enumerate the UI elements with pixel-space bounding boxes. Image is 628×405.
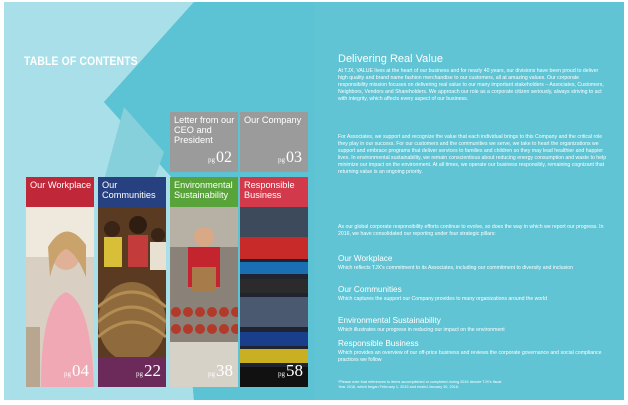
page-number: pg38	[208, 361, 233, 380]
communities-photo	[98, 207, 166, 387]
section-header: Our Communities	[98, 177, 166, 207]
pillar-description: Which illustrates our progress in reducing our impact on the environment	[338, 327, 505, 333]
page-number: pg02	[208, 149, 232, 166]
pillar-description: Which captures the support our Company provides to many organizations around the world	[338, 296, 548, 302]
page-number: pg03	[278, 149, 302, 166]
paragraph-2: For Associates, we support and recognize the value that each individual brings to this Company and the critical role they play in our success. For our customers and the communities we serve, we take to heart the organizations we support and embrace programs that deliver services to families and children so they may lead healthier and happier lives. In environmental sustainability, we remain conscientious about reducing energy consumption and waste to help minimize our impact on the environment. At all times, we operate our business responsibly, remaining cognizant that returning value is an ongoing priority.	[338, 134, 607, 176]
toc-entry-responsible-business[interactable]	[240, 177, 308, 387]
page-number: pg04	[64, 361, 89, 380]
toc-entry-communities[interactable]	[98, 177, 166, 387]
section-header: Our Workplace	[26, 177, 94, 207]
pillar-title: Our Workplace	[338, 254, 393, 263]
toc-entry-label: Our Company	[244, 115, 302, 125]
intro-page	[314, 2, 624, 400]
section-header: Responsible Business	[240, 177, 308, 207]
table-of-contents-title: TABLE OF CONTENTS	[24, 56, 138, 68]
page-number: pg58	[278, 361, 303, 380]
toc-entry-workplace[interactable]	[26, 177, 94, 387]
workplace-photo	[26, 207, 94, 387]
pillar-description: Which provides an overview of our off-price business and reviews the corporate governance and social compliance practices we follow	[338, 350, 602, 364]
toc-entry-environmental-sustainability[interactable]	[170, 177, 238, 387]
contents-page	[4, 2, 314, 400]
pillar-title: Our Communities	[338, 285, 402, 294]
paragraph-1: At TJX, VALUE lives at the heart of our business and for nearly 40 years, our divisions have been proud to deliver high quality and brand name fashion merchandise to our customers, all at amazing values. Our corporate responsibility mission focuses on delivering real value to our many important stakeholders – Associates, Customers, Neighbors, Vendors and Shareholders. We approach our role as a corporate citizen seriously, always striving to act with integrity, which affects every aspect of our business.	[338, 68, 604, 103]
pillar-title: Environmental Sustainability	[338, 316, 441, 325]
toc-entry-letter[interactable]	[170, 112, 238, 172]
footnote: *Please note that references to items accomplished or completed during 2016 denote TJX's fiscal Year 2016, which began February 1, 2015 and ended January 30, 2016.	[338, 380, 502, 389]
page-heading: Delivering Real Value	[338, 53, 443, 65]
toc-entry-company[interactable]	[240, 112, 308, 172]
paragraph-3: As our global corporate responsibility efforts continue to evolve, so does the way in which we report our progress. In 2016, we have consolidated our reporting under four strategic pillars:	[338, 224, 604, 238]
responsible-business-photo	[240, 207, 308, 387]
environmental-photo	[170, 207, 238, 387]
pillar-description: Which reflects TJX's commitment to its Associates, including our commitment to diversity and inclusion	[338, 265, 573, 271]
pillar-title: Responsible Business	[338, 339, 419, 348]
section-header: Environmental Sustainability	[170, 177, 238, 207]
page-number: pg22	[136, 361, 161, 380]
toc-entry-label: Letter from our CEO and President	[174, 115, 235, 145]
